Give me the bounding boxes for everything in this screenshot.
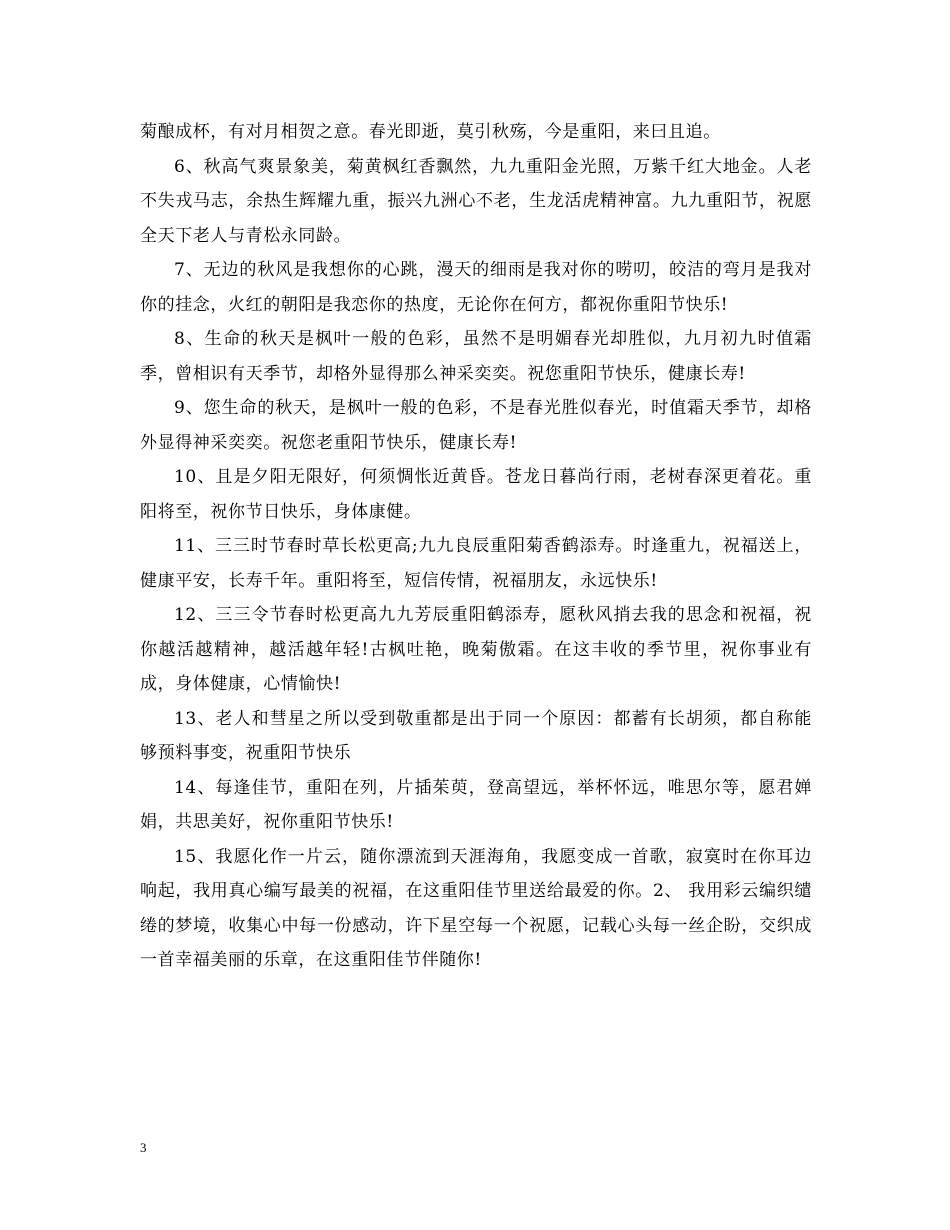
paragraph-11: 11、三三时节春时草长松更高;九九良辰重阳菊香鹤添寿。时逢重九，祝福送上，健康平安，长寿千年。重阳将至，短信传情，祝福朋友，永远快乐!: [140, 536, 812, 591]
paragraph-15: 15、我愿化作一片云，随你漂流到天涯海角，我愿变成一首歌，寂寞时在你耳边响起，我用真心编写最美的祝福，在这重阳佳节里送给最爱的你。2、 我用彩云编织缱绻的梦境，收集心中每一份感动，许下星空每一个祝愿，记载心头每一丝企盼，交织成一首幸福美丽的乐章，在这重阳佳节伴随你!: [140, 846, 812, 970]
paragraph-12: 12、三三令节春时松更高九九芳辰重阳鹤添寿，愿秋风捎去我的思念和祝福，祝你越活越精神，越活越年轻!古枫吐艳，晚菊傲霜。在这丰收的季节里，祝你事业有成，身体健康，心情愉快!: [140, 605, 812, 694]
paragraph-14: 14、每逢佳节，重阳在列，片插茱萸，登高望远，举杯怀远，唯思尔等，愿君婵娟，共思美好，祝你重阳节快乐!: [140, 777, 812, 832]
page-number: 3: [140, 1140, 147, 1155]
paragraph-13: 13、老人和彗星之所以受到敬重都是出于同一个原因：都蓄有长胡须，都自称能够预料事变，祝重阳节快乐: [140, 708, 812, 763]
paragraph-continuation: 菊酿成杯，有对月相贺之意。春光即逝，莫引秋殇，今是重阳，来曰且追。: [140, 122, 721, 142]
paragraph-8: 8、生命的秋天是枫叶一般的色彩，虽然不是明媚春光却胜似，九月初九时值霜季，曾相识有天季节，却格外显得那么神采奕奕。祝您重阳节快乐，健康长寿!: [140, 329, 812, 384]
paragraph-6: 6、秋高气爽景象美，菊黄枫红香飘然，九九重阳金光照，万紫千红大地金。人老不失戎马志，余热生辉耀九重，振兴九洲心不老，生龙活虎精神富。九九重阳节，祝愿全天下老人与青松永同龄。: [140, 156, 812, 246]
paragraph-9: 9、您生命的秋天，是枫叶一般的色彩，不是春光胜似春光，时值霜天季节，却格外显得神采奕奕。祝您老重阳节快乐，健康长寿!: [140, 398, 812, 453]
paragraph-10: 10、且是夕阳无限好，何须惆怅近黄昏。苍龙日暮尚行雨，老树春深更着花。重阳将至，祝你节日快乐，身体康健。: [140, 467, 812, 522]
paragraph-7: 7、无边的秋风是我想你的心跳，漫天的细雨是我对你的唠叨，皎洁的弯月是我对你的挂念，火红的朝阳是我恋你的热度，无论你在何方，都祝你重阳节快乐!: [140, 260, 812, 315]
document-body: [140, 115, 812, 978]
